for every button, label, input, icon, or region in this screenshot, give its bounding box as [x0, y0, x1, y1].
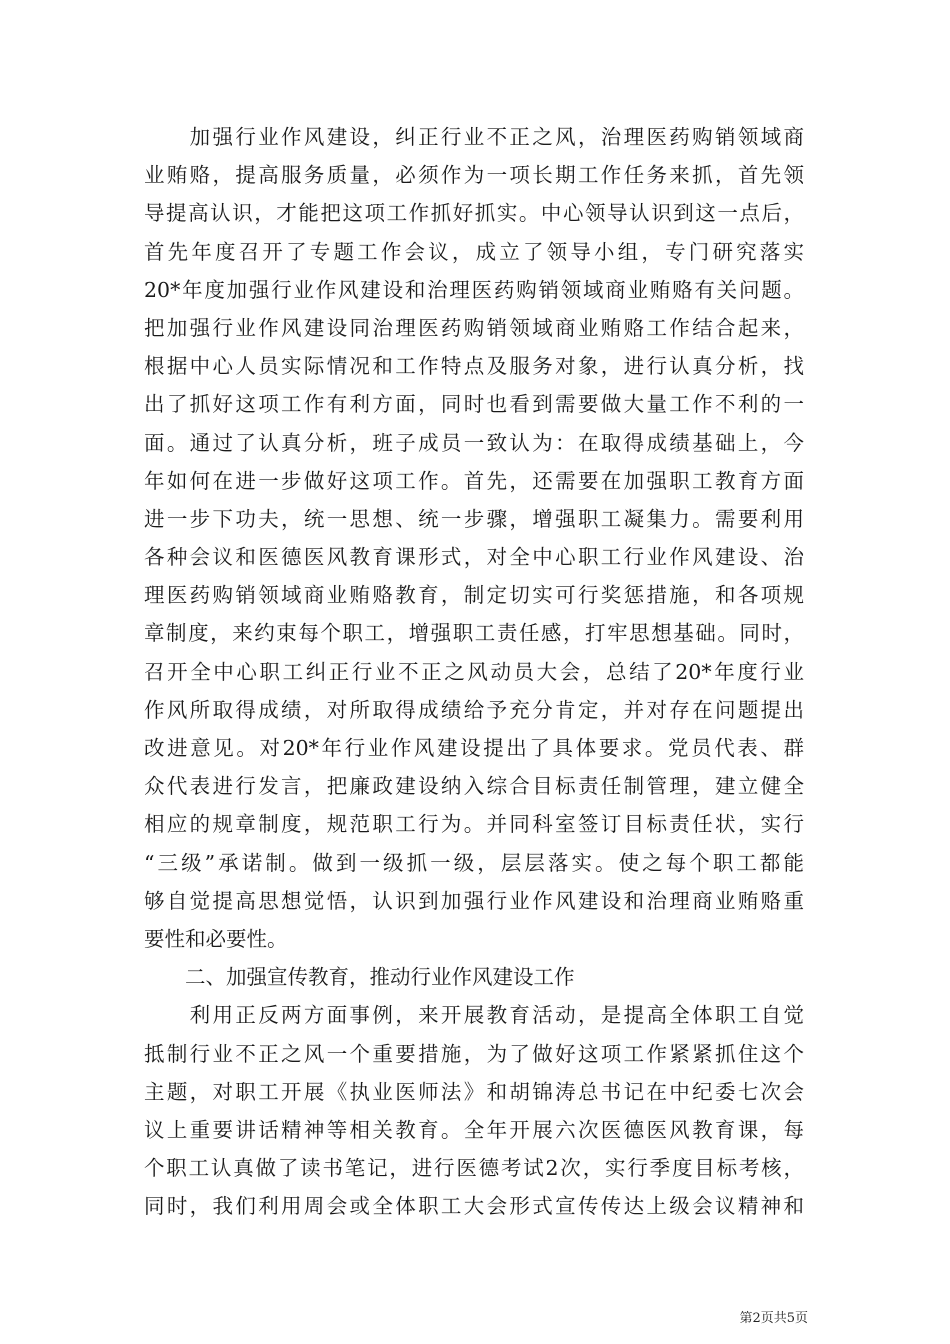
- text-line: 根据中心人员实际情况和工作特点及服务对象，进行认真分析，找: [144, 354, 804, 379]
- text-line: 业贿赂，提高服务质量，必须作为一项长期工作任务来抓，首先领: [144, 163, 804, 188]
- text-line: 同时，我们利用周会或全体职工大会形式宣传传达上级会议精神和: [144, 1194, 804, 1219]
- text-line: 导提高认识，才能把这项工作抓好抓实。中心领导认识到这一点后，: [144, 201, 804, 226]
- text-line: 要性和必要性。: [144, 926, 288, 951]
- text-line: 议上重要讲话精神等相关教育。全年开展六次医德医风教育课，每: [144, 1117, 804, 1142]
- text-line: 作风所取得成绩，对所取得成绩给予充分肯定，并对存在问题提出: [144, 697, 804, 722]
- text-line: 把加强行业作风建设同治理医药购销领域商业贿赂工作结合起来，: [144, 315, 804, 340]
- text-line: 召开全中心职工纠正行业不正之风动员大会，总结了20*年度行业: [144, 659, 804, 684]
- document-body: [144, 118, 804, 1225]
- text-line: 加强行业作风建设，纠正行业不正之风，治理医药购销领域商: [144, 125, 804, 149]
- text-line: 章制度，来约束每个职工，增强职工责任感，打牢思想基础。同时，: [144, 621, 804, 646]
- text-line: 年如何在进一步做好这项工作。首先，还需要在加强职工教育方面: [144, 468, 804, 493]
- page-number: 第2页共5页: [739, 1311, 808, 1326]
- text-line: 进一步下功夫，统一思想、统一步骤，增强职工凝集力。需要利用: [144, 506, 804, 531]
- text-line: 20*年度加强行业作风建设和治理医药购销领域商业贿赂有关问题。: [144, 277, 804, 302]
- text-line: 改进意见。对20*年行业作风建设提出了具体要求。党员代表、群: [144, 736, 804, 760]
- text-line: 首先年度召开了专题工作会议，成立了领导小组，专门研究落实: [144, 239, 804, 264]
- text-line: 理医药购销领域商业贿赂教育，制定切实可行奖惩措施，和各项规: [144, 583, 804, 608]
- text-line: 出了抓好这项工作有利方面，同时也看到需要做大量工作不利的一: [144, 392, 804, 417]
- text-line: 抵制行业不正之风一个重要措施，为了做好这项工作紧紧抓住这个: [144, 1041, 804, 1066]
- text-line: 二、加强宣传教育，推动行业作风建设工作: [144, 965, 575, 990]
- text-line: 相应的规章制度，规范职工行为。并同科室签订目标责任状，实行: [144, 812, 804, 837]
- text-line: 主题，对职工开展《执业医师法》和胡锦涛总书记在中纪委七次会: [144, 1079, 804, 1104]
- text-line: 众代表进行发言，把廉政建设纳入综合目标责任制管理，建立健全: [144, 774, 804, 799]
- text-line: 各种会议和医德医风教育课形式，对全中心职工行业作风建设、治: [144, 545, 804, 570]
- text-line: 够自觉提高思想觉悟，认识到加强行业作风建设和治理商业贿赂重: [144, 888, 804, 913]
- text-line: 个职工认真做了读书笔记，进行医德考试2次，实行季度目标考核，: [144, 1156, 804, 1181]
- text-line: “三级”承诺制。做到一级抓一级，层层落实。使之每个职工都能: [144, 850, 804, 875]
- text-line: 面。通过了认真分析，班子成员一致认为：在取得成绩基础上，今: [144, 430, 804, 455]
- text-line: 利用正反两方面事例，来开展教育活动，是提高全体职工自觉: [144, 1003, 804, 1028]
